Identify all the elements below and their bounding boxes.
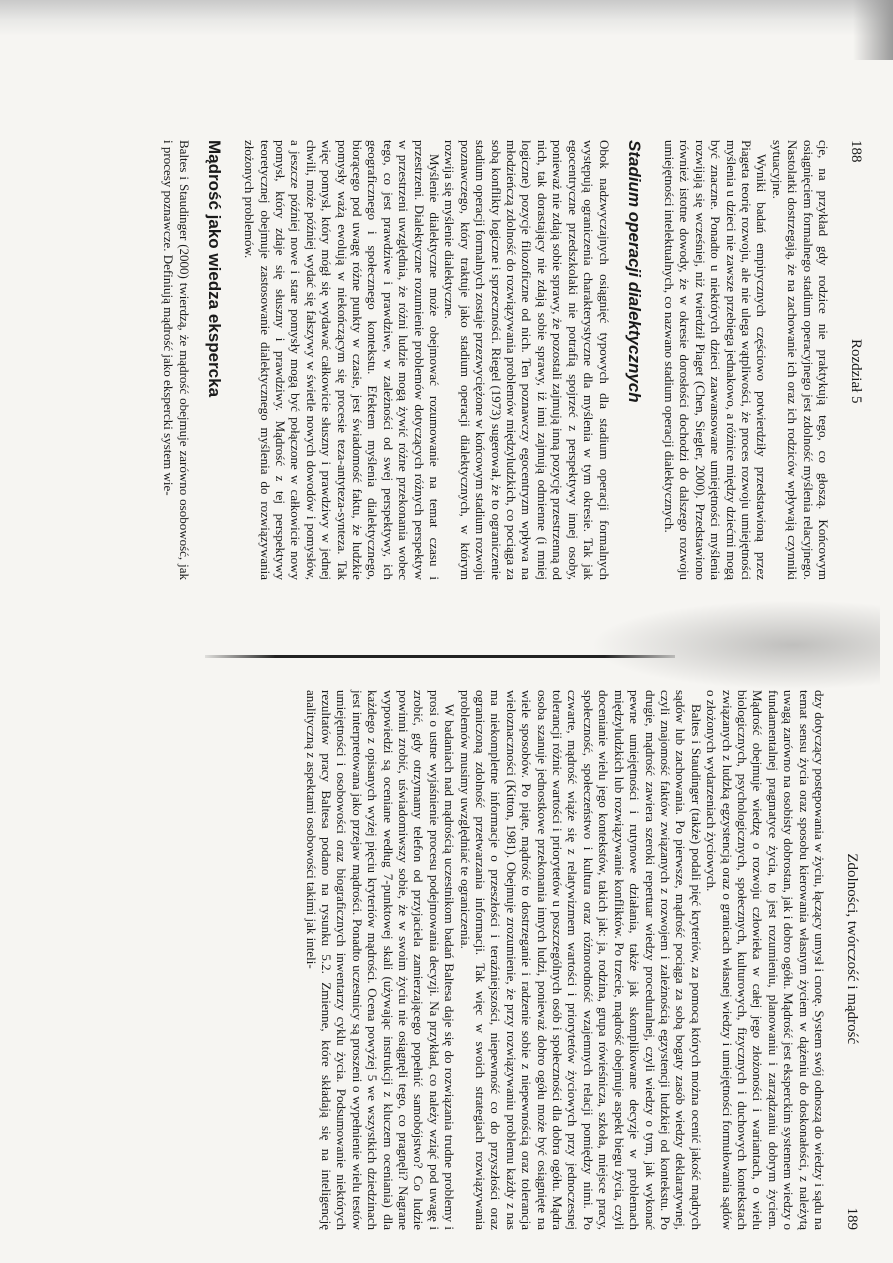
- scan-shadow-corner: [853, 0, 893, 60]
- paragraph: dzy dotyczący postępowania w życiu, łączący umysł i cnotę. System swój odnoszą do wiedzy i sądu na temat sensu życia oraz sposobu kierowania własnym życiem w dążeniu do doskonałości, z należytą uwagą zarówno na osobisty dobrostan, jak i dobro ogółu. Mądrość jest eksperckim systemem wiedzy o fundamentalnej pragmatyce życia, to jest rozumieniu, planowaniu i zarządzaniu dobrym życiem. Mądrość obejmuje wiedzę o rozwoju człowieka w całej jego złożoności i wariantach, o wielu biologicznych, psychologicznych, społecznych, kulturowych, fizycznych i duchowych kontekstach związanych z ludzką egzystencją oraz o granicach własnej wiedzy i umiejętności formułowania sądów o złożonych wydarzeniach życiowych.: [704, 690, 827, 1230]
- section-heading: Mądrość jako wiedza ekspercka: [204, 140, 224, 398]
- paragraph: Baltes i Staudinger (także) podali pięć kryteriów, za pomocą których można ocenić jakość mądrych sądów lub zachowania. Po pierwsze, mądrość pociąga za sobą bogaty zasób wiedzy deklaratywnej, czyli znajomość faktów związanych z rozwojem i zależnością egzystencji ludzkiej od kontekstu. Po drugie, mądrość zawiera szeroki repertuar wiedzy proceduralnej, czyli wiedzy o tym, jak wykonać pewne umiejętności i rutynowe działania, także jak skomplikowane decyzje w problemach międzyludzkich lub rozwiązywanie konfliktów. Po trzecie, mądrość obejmuje aspekt biegu życia, czyli docenianie wielu jego kontekstów, takich jak: ja, rodzina, grupa rówieśnicza, szkoła, miejsce pracy, społeczność, społeczeństwo i kultura oraz różnorodność wzajemnych relacji pomiędzy nimi. Po czwarte, mądrość wiąże się z relatywizmem wartości i priorytetów życiowych przy jednoczesnej tolerancji różnic wartości i priorytetów u poszczególnych osób i społeczności dla dobra ogółu. Mądra osoba szanuje jednostkowe przekonania innych ludzi, ponieważ dobro ogółu może być osiągnięte na wiele sposobów. Po piąte, mądrość to dostrzeganie i radzenie sobie z niepewnością oraz tolerancja wieloznaczności (Kitton, 1981). Obejmuje zrozumienie, że przy rozwiązywaniu problemu każdy z nas ma niekompletne informacje o przeszłości i teraźniejszości, niepewność co do przyszłości oraz ograniczoną zdolność przetwarzania informacji. Tak więc w swoich strategiach rozwiązywania problemów musimy uwzględniać te ograniczenia.: [457, 690, 704, 1230]
- running-head-title: Rozdział 5: [848, 338, 864, 404]
- book-gutter-line: [205, 655, 675, 658]
- page-188: [74, 140, 864, 580]
- running-header-left: [841, 140, 864, 580]
- paragraph: Wyniki badań empirycznych częściowo potwierdziły przedstawioną przez Piageta teorię rozwoju, ale nie ulega wątpliwości, że proces rozwoju umiejętności myślenia u dzieci nie zawsze przebiega jednakowo, a różnice między dziećmi mogą być znaczne. Ponadto u niektórych dzieci zaawansowane umiejętności myślenia rozwijają się wcześniej, niż twierdził Piaget (Chen, Siegler, 2000). Przedstawiono również istotne dowody, że w okresie dorosłości dochodzi do dalszego rozwoju umiejętności intelektualnych, co nazwano stadium operacji dialektycznych.: [661, 140, 770, 580]
- page-number: 189: [844, 1207, 860, 1230]
- paragraph: Myślenie dialektyczne może obejmować rozumowanie na temat czasu i przestrzeni. Dialektyczne rozumienie problemów dotyczących różnych perspektyw w przestrzeni uwzględnia, że różni ludzie mogą żywić różne przekonania wobec tego, co jest prawdziwe i prawdziwe, w zależności od swej perspektywy, ich geograficznego i społecznego kontekstu. Efektem myślenia dialektycznego, biorącego pod uwagę różne punkty w czasie, jest świadomość faktu, że ludzkie pomysły ważą ewolują w niekończącym się procesie teza-antyteza-synteza. Tak więc pomysł, który mógł się wydawać całkowicie słuszny i prawdziwy w jednej chwili, może później wydać się fałszywy w świetle nowych dowodów i pomysłów, a jeszcze później nowe i stare pomysły mogą być połączone w całkowicie nowy pomysł, który zdaje się słuszny i prawdziwy. Mądrość z tej perspektywy teoretycznej obejmuje zastosowanie dialektycznego myślenia do rozwiązywania złożonych problemów.: [242, 140, 443, 580]
- running-header-right: [837, 690, 860, 1230]
- paragraph: W badaniach nad mądrością uczestnikom badań Baltesa daje się do rozwiązania trudne problemy i prosi o ustne wyjaśnienie procesu podejmowania decyzji. Na przykład, co należy wziąć pod uwagę i zrobić, gdy otrzymamy telefon od przyjaciela zamierzającego popełnić samobójstwo? Co ludzie powinni zrobić, uświadomiwszy sobie, że w swoim życiu nie osiągnęli tego, co pragnęli? Nagrane wypowiedzi są oceniane według 7-punktowej skali (używając instrukcji z kluczem oceniania) dla każdego z opisanych wyżej pięciu kryteriów mądrości. Ocena powyżej 5 we wszystkich dziedzinach jest interpretowana jako przejaw mądrości. Ponadto uczestnicy są proszeni o wypełnienie wielu testów umiejętności i osobowości oraz biograficznych inwentarzy cyklu życia. Podsumowanie niektórych rezultatów pracy Baltesa podano na rysunku 5.2. Zmienne, które składają się na inteligencję analityczną z aspektami osobowości takimi jak inteli-: [303, 690, 458, 1230]
- paragraph: Obok nadzwyczajnych osiągnięć typowych dla stadium operacji formalnych występują ograniczenia charakterystyczne dla myślenia w tym okresie. Tak jak egocentryczne przedszkolaki nie potrafią spojrzeć z perspektywy innej osoby, ponieważ nie zdają sobie sprawy, że pozostali zajmują inną pozycję przestrzenną od nich, tak dorastający nie zdają sobie sprawy, iż inni zajmują odmienne (i mniej logiczne) pozycje filozoficzne od nich. Ten poznawczy egocentryzm wpływa na młodzieńczą zdolność do rozwiązywania problemów międzyludzkich, co pociąga za sobą konflikty logiczne i sprzeczności. Riegel (1973) sugerował, że to ograniczenie stadium operacji formalnych zostaje przezwyciężone w końcowym stadium rozwoju poznawczego, który traktuje jako stadium operacji dialektycznych, w którym rozwija się myślenie dialektyczne.: [442, 140, 612, 580]
- running-head-title: Zdolności, twórczość i mądrość: [844, 853, 860, 1045]
- scan-shadow-top: [0, 0, 893, 36]
- paragraph: Baltes i Staudinger (2000) twierdzą, że mądrość obejmuje zarówno osobowość, jak i procesy poznawcze. Definiują mądrość jako ekspercki system wie-: [161, 140, 192, 580]
- paragraph: cje, na przykład gdy rodzice nie praktykują tego, co głoszą. Końcowym osiągnięciem formalnego stadium operacyjnego jest zdolność myślenia relacyjnego. Nastolatki dostrzegają, że na zachowanie ich oraz ich rodziców wpływają czynniki sytuacyjne.: [769, 140, 831, 580]
- page-189: [80, 690, 860, 1230]
- page-number: 188: [848, 140, 864, 163]
- section-heading: Stadium operacji dialektycznych: [624, 140, 644, 403]
- book-spine-shadow: [590, 600, 880, 690]
